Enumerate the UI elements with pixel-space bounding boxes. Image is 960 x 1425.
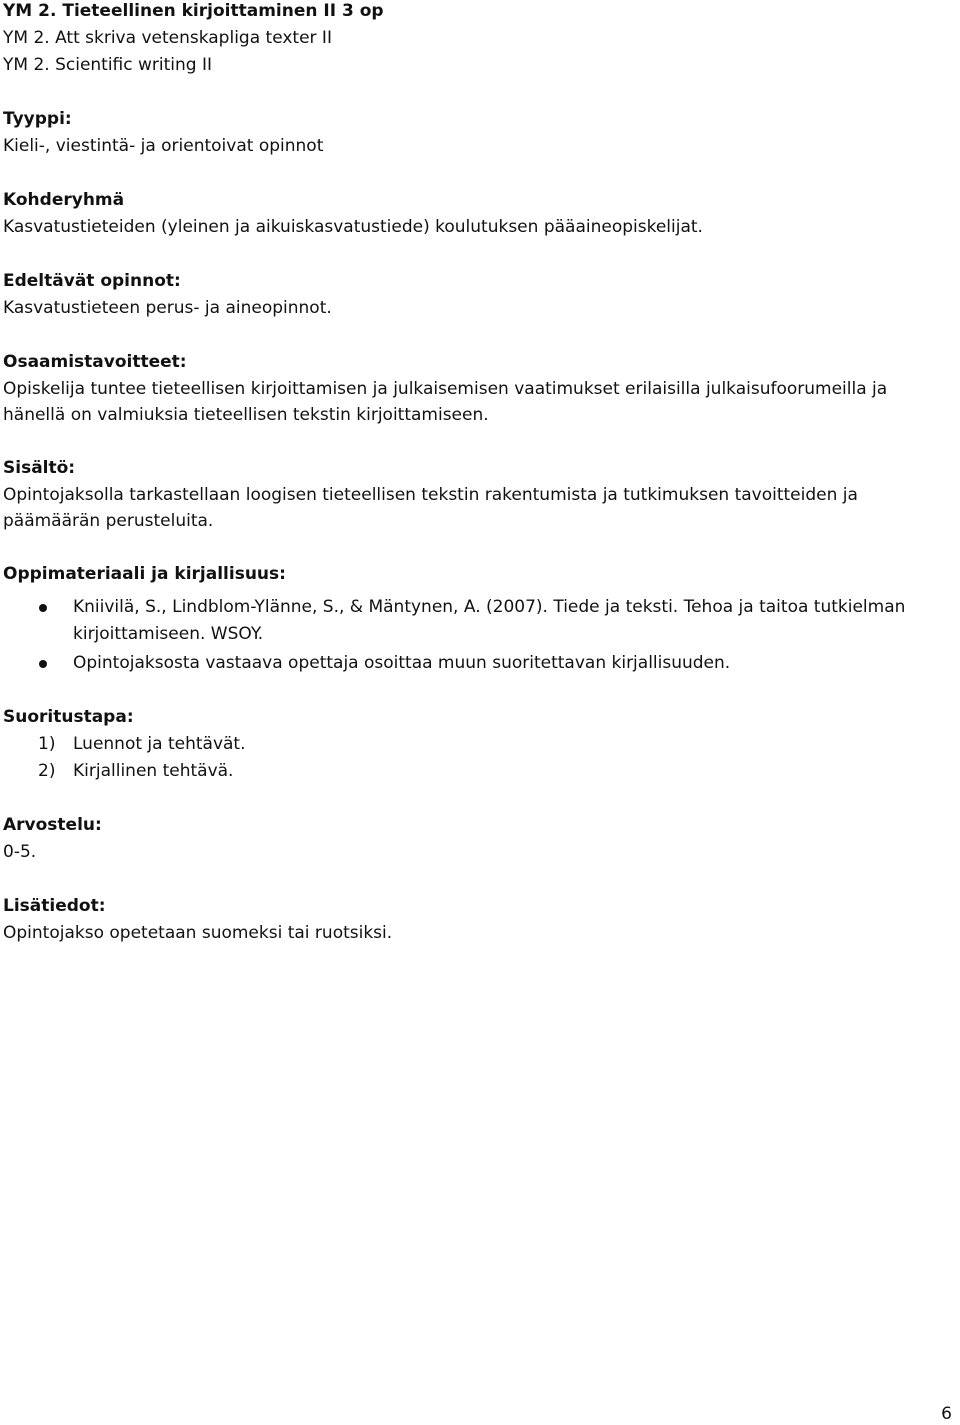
literature-item-text: Opintojaksosta vastaava opettaja osoittaa muun suoritettavan kirjallisuuden. <box>73 653 731 673</box>
osaamistavoitteet-heading: Osaamistavoitteet: <box>3 352 187 372</box>
kohderyhma-heading: Kohderyhmä <box>3 190 125 210</box>
literature-item-text: Kniivilä, S., Lindblom-Ylänne, S., & Mäntynen, A. (2007). Tiede ja teksti. Tehoa ja taitoa tutkielman kirjoittamiseen. WSOY. <box>73 597 906 644</box>
suoritustapa-heading: Suoritustapa: <box>3 707 134 727</box>
list-item <box>3 731 953 758</box>
tyyppi-text: Kieli-, viestintä- ja orientoivat opinnot <box>3 136 324 156</box>
list-item <box>3 650 953 677</box>
list-item <box>3 758 953 785</box>
course-title-fi: YM 2. Tieteellinen kirjoittaminen II 3 op <box>3 1 384 21</box>
tyyppi-heading: Tyyppi: <box>3 109 72 129</box>
sisalto-heading: Sisältö: <box>3 458 76 478</box>
course-title-en: YM 2. Scientific writing II <box>3 55 213 75</box>
sisalto-text: Opintojaksolla tarkastellaan loogisen tieteellisen tekstin rakentumista ja tutkimuksen tavoitteiden ja päämäärän perusteluita. <box>3 485 858 531</box>
kohderyhma-text: Kasvatustieteiden (yleinen ja aikuiskasvatustiede) koulutuksen pääaineopiskelijat. <box>3 217 703 237</box>
osaamistavoitteet-text: Opiskelija tuntee tieteellisen kirjoittamisen ja julkaisemisen vaatimukset erilaisilla julkaisufoorumeilla ja hänellä on valmiuksia tieteellisen tekstin kirjoittamiseen. <box>3 379 888 425</box>
list-number: 2) <box>38 761 56 781</box>
lisatiedot-heading: Lisätiedot: <box>3 896 106 916</box>
course-title-sv: YM 2. Att skriva vetenskapliga texter II <box>3 28 332 48</box>
page-number: 6 <box>941 1404 952 1424</box>
oppimateriaali-heading: Oppimateriaali ja kirjallisuus: <box>3 564 286 584</box>
edeltavat-heading: Edeltävät opinnot: <box>3 271 181 291</box>
bullet-icon <box>39 604 47 612</box>
literature-list <box>3 594 953 677</box>
completion-list <box>3 731 953 785</box>
bullet-icon <box>39 660 47 668</box>
arvostelu-text: 0-5. <box>3 842 37 862</box>
arvostelu-heading: Arvostelu: <box>3 815 102 835</box>
completion-item-text: Kirjallinen tehtävä. <box>73 761 234 781</box>
list-number: 1) <box>38 734 56 754</box>
lisatiedot-text: Opintojakso opetetaan suomeksi tai ruotsiksi. <box>3 923 393 943</box>
list-item <box>3 594 953 648</box>
completion-item-text: Luennot ja tehtävät. <box>73 734 246 754</box>
document-page <box>3 0 953 947</box>
edeltavat-text: Kasvatustieteen perus- ja aineopinnot. <box>3 298 332 318</box>
